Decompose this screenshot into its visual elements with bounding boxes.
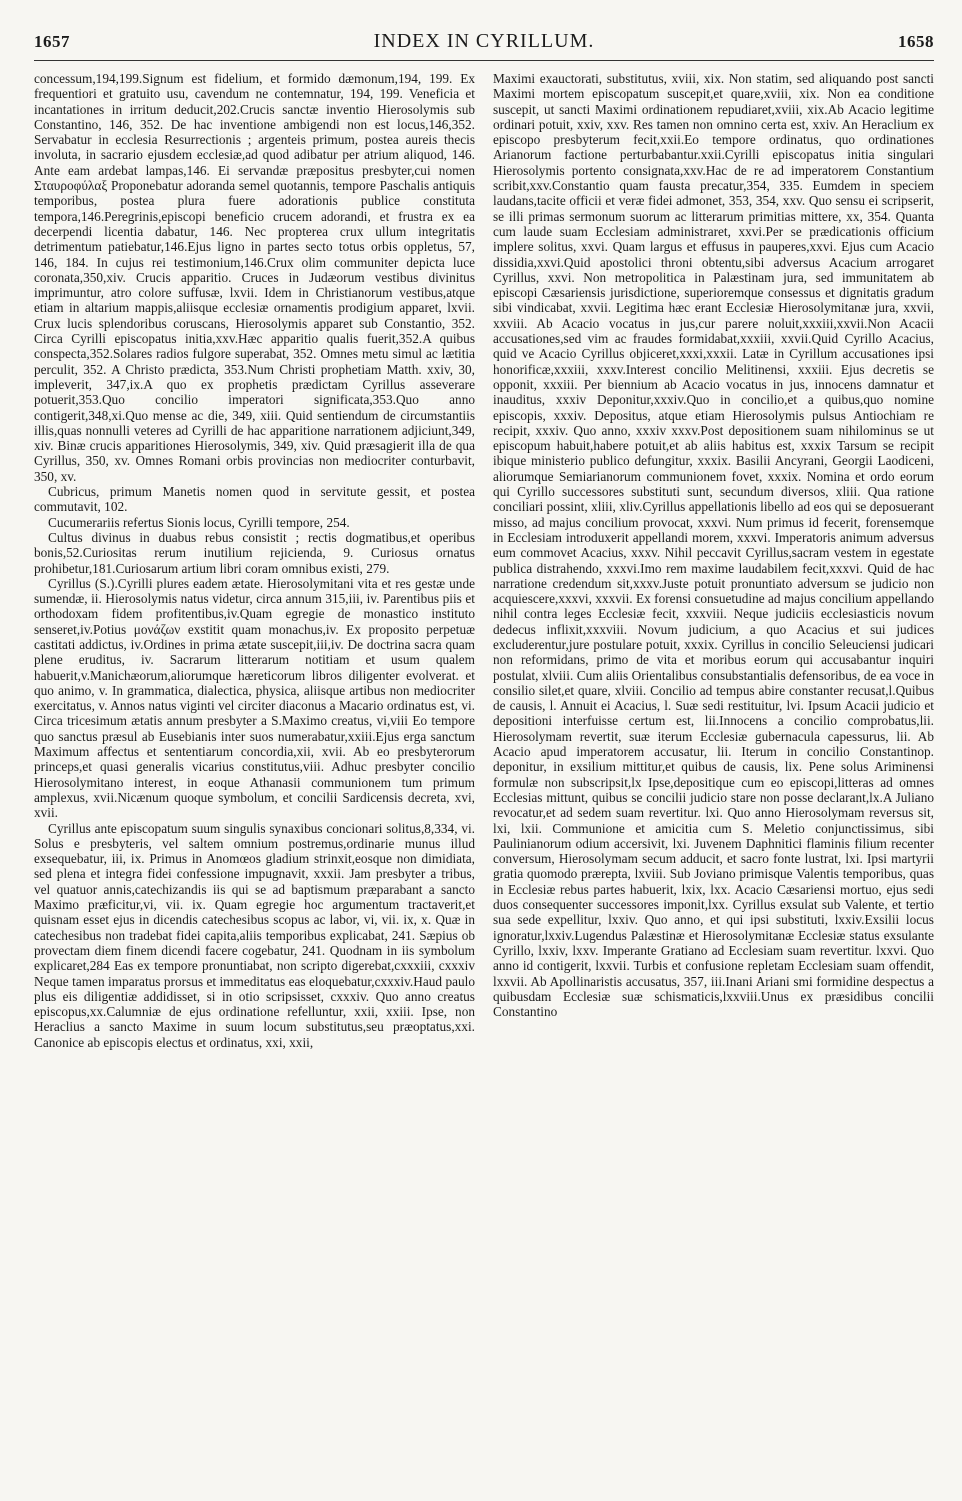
text-columns <box>34 71 934 1501</box>
index-entry: Cucumerariis refertus Sionis locus, Cyrilli tempore, 254. <box>48 514 350 530</box>
running-title: INDEX IN CYRILLUM. <box>373 30 595 52</box>
left-column <box>34 71 475 1501</box>
index-entry: Cyrillus (S.).Cyrilli plures eadem ætate. Hierosolymitani vita et res gestæ unde sumendæ, ii. Hierosolymis natus videtur, circa annum 315,iii, iv. Parentibus piis et orthodoxam fidem profitentibus,iv.Quam egregie de monastico instituto senseret,iv.Potius μονάζων exstitit quam monachus,iv. Ex proposito perpetuæ castitati addictus, iv.Ordines in prima ætate suscepit,iii,iv. De doctrina sacra quam plene eruditus, iv. Sacrarum litterarum notitiam et usum qualem habuerit,v.Manichæorum,aliorumque hæreticorum libros diligenter evolverat. et quo animo, v. In grammatica, dialectica, physica, aliisque artibus non mediocriter exercitatus, v. Annos natus viginti vel circiter diaconus a Macario ordinatus est, vi. Circa tricesimum ætatis annum presbyter a S.Maximo creatus, vi,viii Eo tempore quo sanctus præsul ab Eusebianis inter suos numerabatur,xxiii.Ejus erga sanctum Maximum affectus et sententiarum concordia,xii, xvii. Ab eo presbyterorum princeps,et quasi generalis vicarius constitutus,viii. Adhuc presbyter concilio Hierosolymitano interest, in eoque Athanasii communionem tum primum amplexus, xvii.Nicænum quoque symbolum, et concilii Sardicensis decreta, xvi, xvii. <box>34 575 475 821</box>
index-entry: concessum,194,199.Signum est fidelium, et formido dæmonum,194, 199. Ex frequentiori et gratuito usu, cavendum ne contemnatur, 194, 199. Veneficia et incantationes in irritum deducit,202.Crucis sanctæ inventio Hierosolymis sub Constantino, 146, 352. De hac inventione ambigendi non est locus,146,352. Servabatur in ecclesia Resurrectionis ; argenteis primum, postea aureis thecis involuta, in sacrario ejusdem ecclesiæ,ad quod adibatur per atrium aliquod, 146. Ante eam ardebat lampas,146. Ei servandæ præpositus presbyter,cui nomen Σταυροφύλαξ Proponebatur adoranda semel quotannis, tempore Paschalis antiquis temporibus, postea plura fuere adorationis publice constituta tempora,146.Peregrinis,episcopi beneficio crucem adorandi, et frustra ex ea decerpendi licentia dabatur, 146. Nec propterea crux ullum integritatis detrimentum patiebatur,146.Ejus ligno in partes secto totus orbis oppletus, 57, 146, 184. In cujus rei testimonium,146.Crux olim communiter depicta luce coronata,350,xiv. Crucis apparitio. Cruces in Judæorum vestibus divinitus imprimuntur, atro colore suffusæ, lxvii. Idem in Christianorum vestibus,atque etiam in altarium mappis,aliisque ecclesiæ ornamentis prodigium apparet, lxvii. Crux lucis splendoribus coruscans, Hierosolymis apparet sub Constantio, 352. Circa Cyrilli episcopatus initia,xxv.Hæc apparitio qualis fuerit,352.A quibus conspecta,352.Solares radios fulgore superabat, 352. Omnes metu simul ac lætitia perculit, 352. A Christo prædicta, 353.Num Christi prophetiam Matth. xxiv, 30, impleverit, 347,ix.A quo ex prophetis prædictam Cyrillus asseverare potuerit,353.Quo concilio imperatori significata,353.Quo anno contigerit,348,xi.Quo mense ac die, 349, xiii. Quid sentiendum de circumstantiis illis,quas nonnulli veteres ad Cyrilli de hac apparitione narrationem adjiciunt,349, xiv. Binæ crucis apparitiones Hierosolymis, 349, xiv. Quid præsagierit illa de qua Cyrillus, 350, xv. Omnes Romani orbis provincias non mediocriter conturbavit, 350, xv. <box>34 71 475 484</box>
page-header <box>34 30 934 61</box>
index-entry: Cubricus, primum Manetis nomen quod in servitute gessit, et postea commutavit, 102. <box>34 484 475 515</box>
right-page-number: 1658 <box>897 32 934 51</box>
left-page-number: 1657 <box>34 32 70 51</box>
index-entry: Cultus divinus in duabus rebus consistit ; rectis dogmatibus,et operibus bonis,52.Curiositas rerum inutilium rejicienda, 9. Curiosus ornatus prohibetur,181.Curiosarum artium libri coram omnibus existi, 279. <box>34 529 475 576</box>
index-entry: Maximi exauctorati, substitutus, xviii, xix. Non statim, sed aliquando post sancti Maximi mortem episcopatum suscepit,et quare,xviii, xix. Non ea conditione suscepit, ut sancti Maximi ordinationem repudiaret,xviii, xix.Ab Acacio legitime ordinari potuit, xxiv, xxv. Res tamen non omnino certa est, xxiv. An Heraclium ex episcopo presbyterum fecit,xxii.Eo tempore ordinatus, quo ordinationes Arianorum factione perturbabantur.xxii.Cyrilli episcopatus initia singulari Hierosolymis portento consignata,xxv.Hac de re ad imperatorem Constantium scribit,xxv.Constantio quam fausta precatur,354, 335. Eumdem in speciem laudans,tacite officii et veræ fidei admonet, 353, 354, xxv. Quo sensu ei scripserit, se illi primas sermonum suorum ac litterarum primitias mittere, xx, 354. Quanta cum laude suam Ecclesiam administraret, xxvi.Per se prædicationis officium implere solitus, xxvi. Quam largus et effusus in pauperes,xxvi. Ejus cum Acacio dissidia,xxvi.Quid apostolici throni obtentu,sibi adversus Acacium arrogaret Cyrillus, xxvi. Non metropolitica in Palæstinam jura, sed immunitatem ab episcopi Cæsariensis jurisdictione, superioremque consessus et dignitatis gradum sibi vindicabat, xxvii. Legitima hæc erant Ecclesiæ Hierosolymitanæ jura, xxvii, xxviii. Ab Acacio vocatus in jus,cur parere noluit,xxxiii,xxvii.Non Acacii accusationes,sed vim ac fraudes formidabat,xxxiii, xxvii.Quid Cyrillo Acacius, quid ve Acacio Cyrillus objiceret,xxxi,xxxii. Latæ in Cyrillum accusationes ipsi honorificæ,xxxiii, xxxv.Interest concilio Melitinensi, xxxiii. Ejus decretis se opponit, xxxiii. Per biennium ab Acacio vocatus in jus, innocens damnatur et inauditus, xxxiv Deponitur,xxxiv.Quo in concilio,et a quibus,quo nomine episcopis, xxxiv. Depositus, atque etiam Hierosolymis pulsus Antiochiam re recipit, xxxiv. Quo anno, xxxiv xxxv.Post depositionem suam nihilominus se ut episcopum habuit,habere potuit,et ab aliis habitus est, xxxix Tarsum se recipit ibique ministerio publico defungitur, xxxix. Basilii Ancyrani, Georgii Laodiceni, aliorumque Semiarianorum communionem fovet, xxxix. Nomina et ordo eorum qui Cyrillo successores substituti sunt, secundum diversos, xliii. Qua ratione conciliari possint, xliii, xliv.Cyrillus appellationis libello ad eos qui se deposuerant misso, ad majus concilium provocat, xxxvi. Num primus id fecerit, forensemque in Ecclesiam introduxerit appellandi morem, xxxvi. Imperatoris animum adversus eum commovet Acacius, xxxv. Nihil peccavit Cyrillus,sacram vestem in egestate publica distrahendo, xxxvi.Imo rem maxime laudabilem fecit,xxxvi. Quid de hac narratione credendum sit,xxxv.Juste potuit pronuntiato adversum se judicio non acquiescere,xxxvi, xxxvii. Ex forensi consuetudine ad majus concilium appellando nihil contra leges Ecclesiæ fecit, xxxviii. Neque judiciis ecclesiasticis novum dedecus inflixit,xxxviii. Novum judicium, a quo Acacius et sui judices excluderentur,jure postulare potuit, xxxix. Cyrillus in concilio Seleuciensi judicari non reformidans, primo de vita et moribus eorum qui accusabantur inquiri postulat, xlviii. Cum aliis Orientalibus consubstantialis defensoribus, de ea voce in consilio silet,et quare, xlviii. Concilio ad tempus abire constanter recusat,l.Quibus de causis, l. Annuit ei Acacius, l. Suæ sedi restituitur, lvi. Ipsum Acacii judicio et depositioni interfuisse certum est, lii.Innocens a concilio comprobatus,lii. Hierosolymam revertit, suæ iterum Ecclesiæ gubernacula capessurus, lii. Ab Acacio apud imperatorem accusatur, lii. Iterum in concilio Constantinop. deponitur, in exsilium mittitur,et quibus de causis, lix. Pene solus Ariminensi formulæ non subscripsit,lx Ipse,depositique cum eo episcopi,litteras ad omnes Ecclesias mittunt, quibus se concilii judicio stare non posse declarant,lx.A Juliano revocatur,et ad sedem suam revertitur. lxi. Quo anno Hierosolymam reversus sit, lxi, lxii. Communione et amicitia cum S. Meletio conjunctissimus, sibi Paulinianorum odium accersivit, lxi. Juvenem Daphnitici flaminis filium recenter conversum, Hierosolymam secum adducit, et sacro fonte lustrat, lxi. Ipsi martyrii gratia quomodo prærepta, lxviii. Sub Joviano primisque Valentis temporibus, quas in Ecclesiæ rebus partes habuerit, lxix, lxx. Acacio Cæsariensi mortuo, ejus sedi duos consequenter successores imponit,lxx. Cyrillus exsulat sub Valente, et tertio sua sede expellitur, lxxiv. Quo anno, et qui ipsi substituti, lxxiv.Exsilii locus ignoratur,lxxiv.Lugendus Palæstinæ et Hierosolymitanæ Ecclesiæ status exsulante Cyrillo, lxxiv, lxxv. Imperante Gratiano ad Ecclesiam suam revertitur. lxxvi. Quo anno id contigerit, lxxvii. Turbis et confusione repletam Ecclesiam suam offendit, lxxvii. Ab Apollinaristis accusatus, 357, iii.Inani Ariani smi formidine despectus a quibusdam Ecclesiæ suæ schismaticis,lxxviii.Unus ex præsidibus concilii Constantino <box>493 71 934 1020</box>
right-column <box>493 71 934 1501</box>
index-entry: Cyrillus ante episcopatum suum singulis synaxibus concionari solitus,8,334, vi. Solus e presbyteris, vel saltem omnium postremus,ordinarie munus illud exsequebatur, iii, ix. Primus in Anomœos gladium strinxit,eosque non dimidiata, sed plena et integra fidei confessione impugnavit, xxxii. Jam presbyter a tribus, vel quatuor annis,catechizandis iis qui se ad baptismum præparabant a sancto Maximo præficitur,vi, vii. ix. Quam egregie hoc argumentum tractaverit,et quisnam esset ejus in dicendis catechesibus scopus ac labor, vi, vii. ix, x. Quæ in catechesibus non tradebat fidei capita,aliis temporibus explicabat, 241. Sæpius ob provectam diem finem dicendi facere cogebatur, 241. Quodnam in iis symbolum explicaret,284 Eas ex tempore pronuntiabat, non scripto digerebat,cxxxiii, cxxxiv Neque tamen imparatus prorsus et immeditatus eas eloquebatur,cxxxiv.Haud paulo plus eis diligentiæ addidisset, si in otio scripsisset, cxxxiv. Quo anno creatus episcopus,xx.Calumniæ de ejus ordinatione refelluntur, xxii, xxiii. Ipse, non Heraclius a sancto Maxime in suum locum substitutus,seu præoptatus,xxi. Canonice ab episcopis electus et ordinatus, xxi, xxii, <box>34 820 475 1050</box>
